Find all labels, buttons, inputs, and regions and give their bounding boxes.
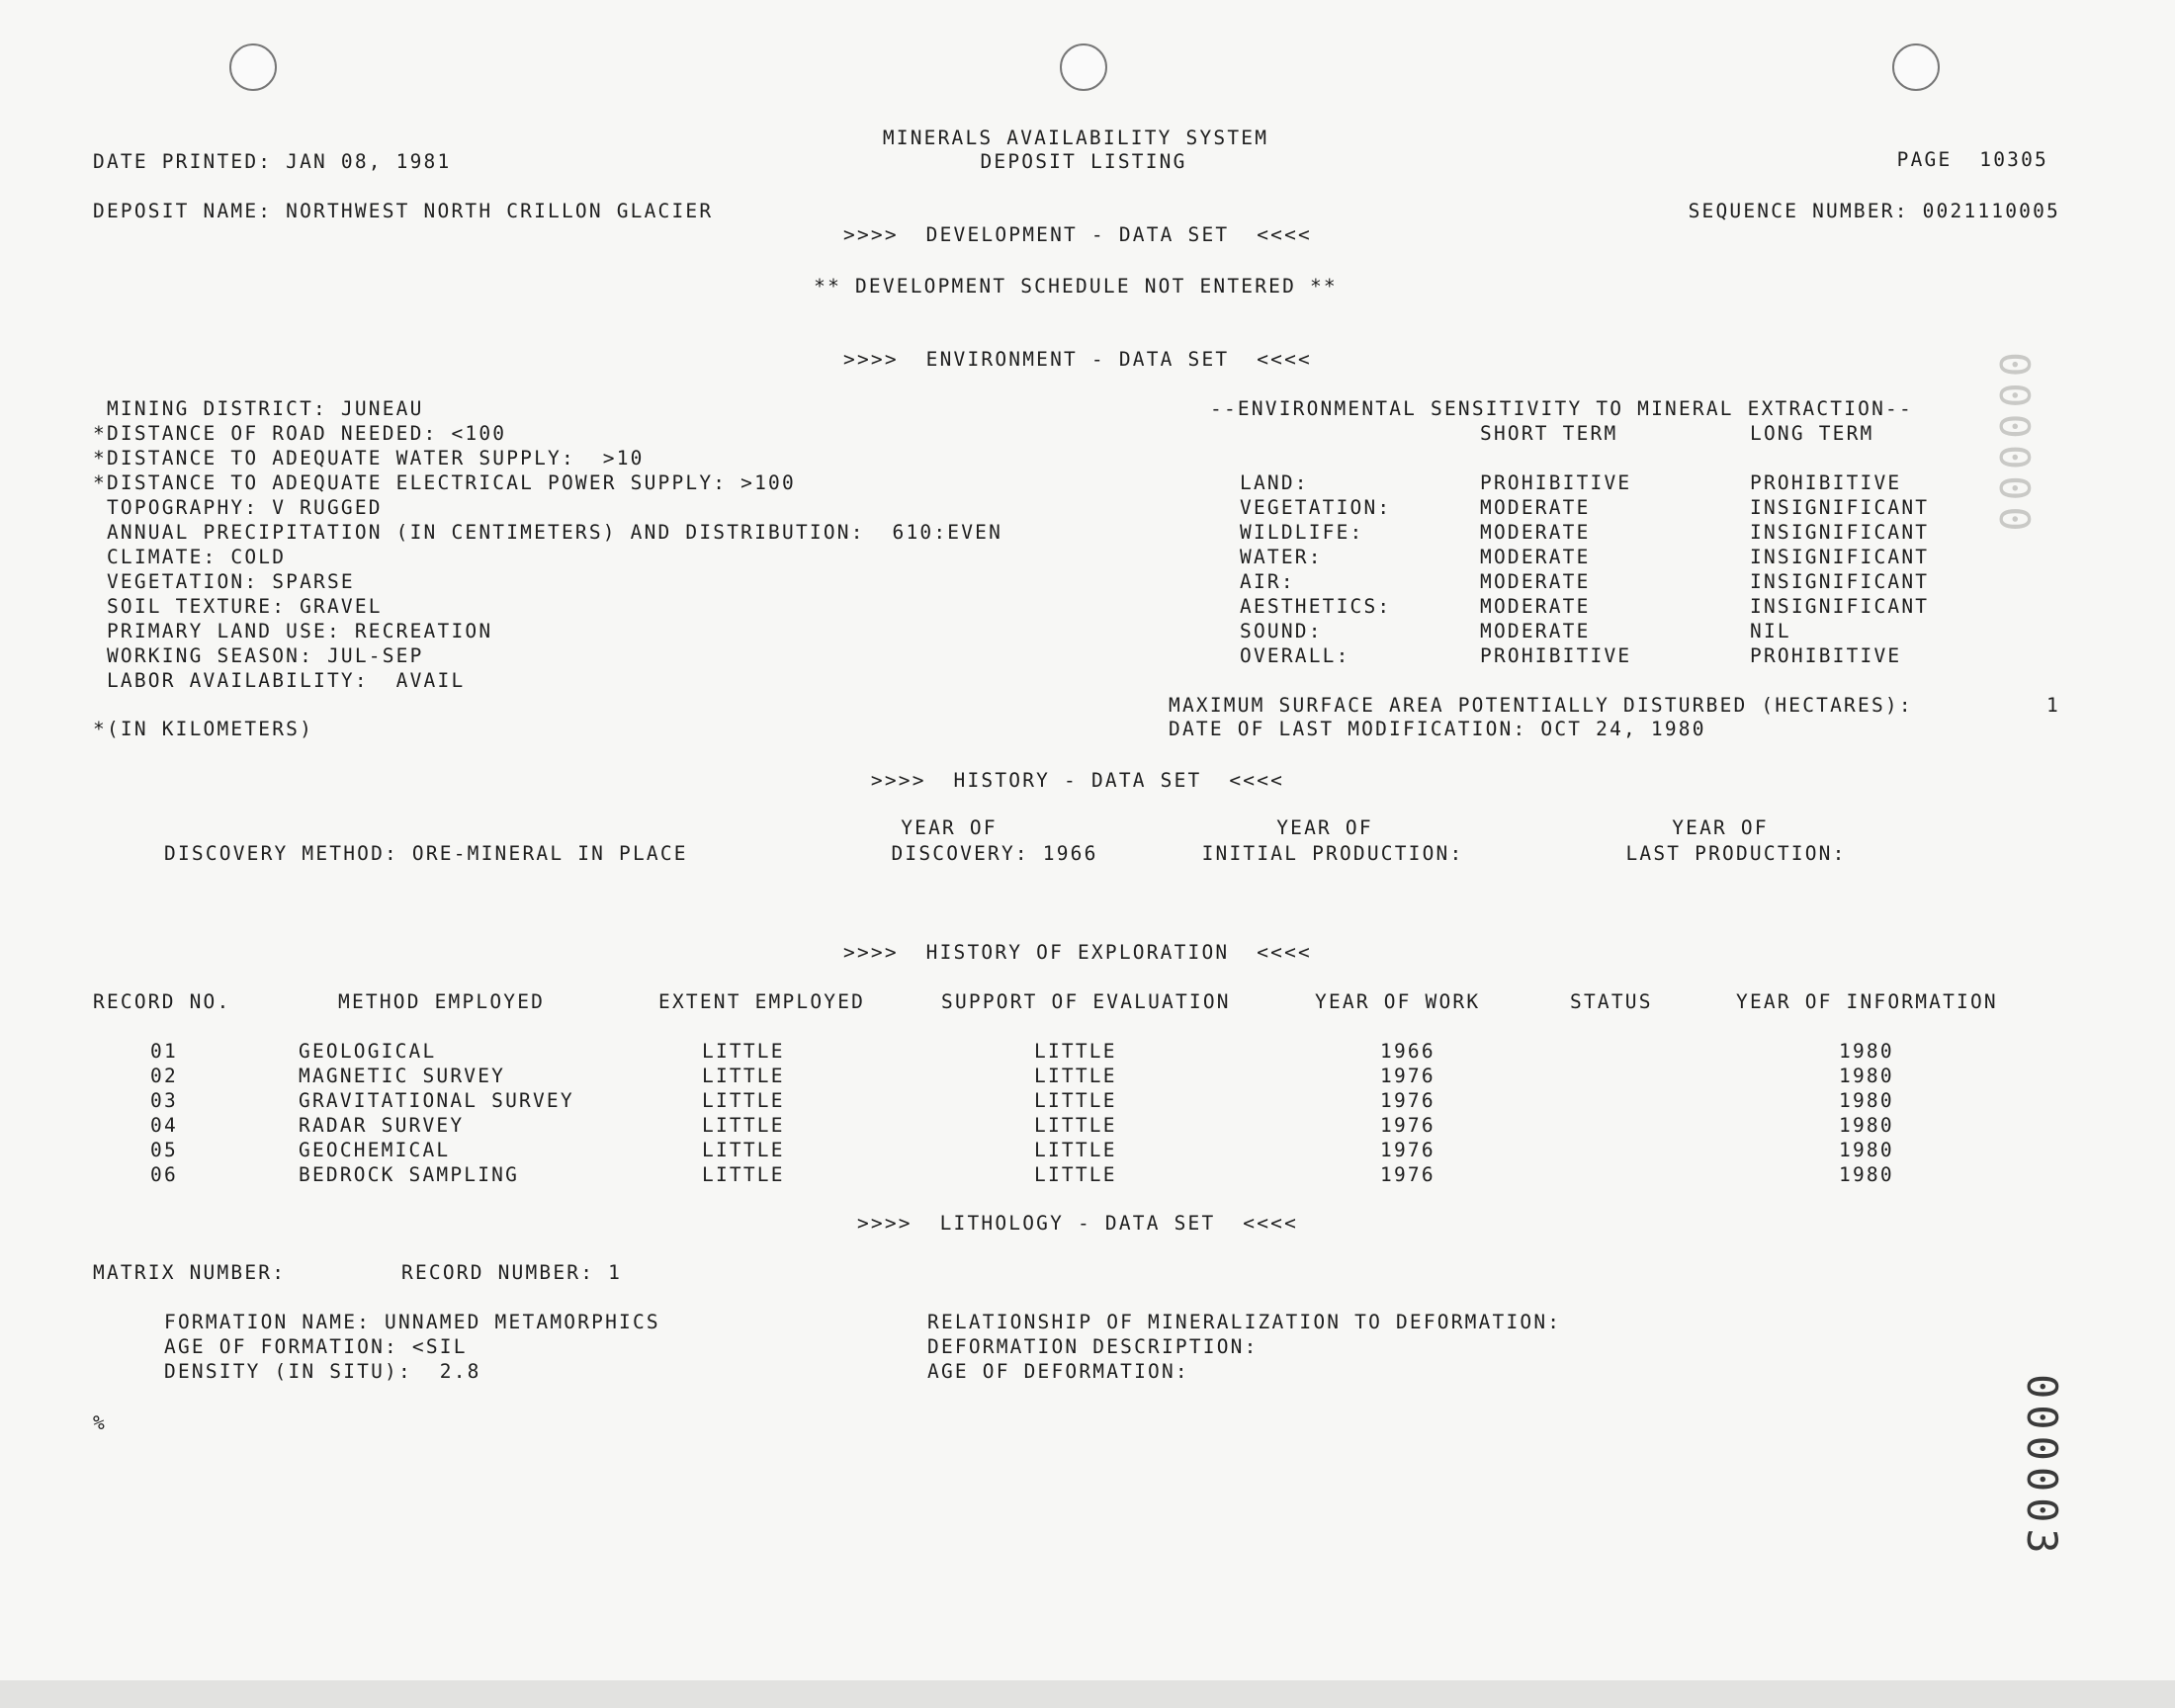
max-surface-area-label: MAXIMUM SURFACE AREA POTENTIALLY DISTURBED (HECTARES): [1169,694,1913,717]
page-number: PAGE 10305 [1896,148,2048,171]
support-cell: LITTLE [1034,1139,1117,1161]
extent-cell: LITTLE [702,1065,785,1087]
road-distance: *DISTANCE OF ROAD NEEDED: <100 [93,422,507,445]
climate: CLIMATE: COLD [93,546,287,568]
footer-mark: % [93,1411,107,1434]
lithology-section-title: >>>> LITHOLOGY - DATA SET <<<< [856,1212,1299,1235]
year-of-work-cell: 1976 [1380,1065,1436,1087]
formation-name: FORMATION NAME: UNNAMED METAMORPHICS [164,1311,660,1333]
method-cell: GEOCHEMICAL [299,1139,451,1161]
exploration-section-title: >>>> HISTORY OF EXPLORATION <<<< [843,941,1312,964]
sensitivity-short-term: MODERATE [1480,570,1591,593]
sensitivity-label: VEGETATION: [1240,496,1392,519]
frame-number-stamp: 000003 [2018,1374,2066,1560]
density: DENSITY (IN SITU): 2.8 [164,1360,481,1383]
column-header-method: METHOD EMPLOYED [338,990,546,1013]
max-surface-area-value: 1 [2046,694,2060,717]
method-cell: GEOLOGICAL [299,1040,437,1063]
column-header-year-of-information: YEAR OF INFORMATION [1736,990,1998,1013]
discovery-method: DISCOVERY METHOD: ORE-MINERAL IN PLACE [164,842,688,865]
kilometers-note: *(IN KILOMETERS) [93,718,314,740]
sensitivity-short-term: PROHIBITIVE [1480,471,1632,494]
record-no-cell: 06 [150,1163,178,1186]
sensitivity-label: WILDLIFE: [1240,521,1364,544]
sensitivity-long-term: NIL [1750,620,1791,642]
power-supply-distance: *DISTANCE TO ADEQUATE ELECTRICAL POWER SUPPLY: >100 [93,471,796,494]
record-number: RECORD NUMBER: 1 [401,1261,623,1284]
sensitivity-label: LAND: [1240,471,1309,494]
support-cell: LITTLE [1034,1114,1117,1137]
labor-availability: LABOR AVAILABILITY: AVAIL [93,669,466,692]
sensitivity-long-term: INSIGNIFICANT [1750,546,1930,568]
sensitivity-label: SOUND: [1240,620,1323,642]
sensitivity-short-term: PROHIBITIVE [1480,644,1632,667]
binder-hole-center [1060,43,1107,91]
record-no-cell: 04 [150,1114,178,1137]
sensitivity-short-term: MODERATE [1480,496,1591,519]
matrix-number: MATRIX NUMBER: [93,1261,287,1284]
development-section-title: >>>> DEVELOPMENT - DATA SET <<<< [843,223,1312,246]
extent-cell: LITTLE [702,1139,785,1161]
age-of-deformation: AGE OF DEFORMATION: [927,1360,1189,1383]
year-of-information-cell: 1980 [1839,1139,1894,1161]
history-section-title: >>>> HISTORY - DATA SET <<<< [870,769,1285,792]
sensitivity-label: OVERALL: [1240,644,1350,667]
column-header-support: SUPPORT OF EVALUATION [941,990,1231,1013]
column-header-record-no: RECORD NO. [93,990,231,1013]
year-of-discovery: DISCOVERY: 1966 [891,842,1098,865]
development-note: ** DEVELOPMENT SCHEDULE NOT ENTERED ** [814,275,1338,298]
record-no-cell: 02 [150,1065,178,1087]
year-of-information-cell: 1980 [1839,1065,1894,1087]
extent-cell: LITTLE [702,1163,785,1186]
sensitivity-short-term: MODERATE [1480,595,1591,618]
method-cell: GRAVITATIONAL SURVEY [299,1089,574,1112]
sequence-number: SEQUENCE NUMBER: 0021110005 [1688,200,2060,222]
extent-cell: LITTLE [702,1114,785,1137]
extent-cell: LITTLE [702,1040,785,1063]
sensitivity-long-term: PROHIBITIVE [1750,644,1902,667]
date-printed: DATE PRINTED: JAN 08, 1981 [93,150,452,173]
deformation-description: DEFORMATION DESCRIPTION: [927,1335,1259,1358]
year-of-information-cell: 1980 [1839,1040,1894,1063]
sensitivity-short-term: MODERATE [1480,546,1591,568]
year-of-discovery-label: YEAR OF [901,816,998,839]
last-modification-date: DATE OF LAST MODIFICATION: OCT 24, 1980 [1169,718,1706,740]
column-header-year-of-work: YEAR OF WORK [1315,990,1481,1013]
year-of-information-cell: 1980 [1839,1089,1894,1112]
sensitivity-label: AESTHETICS: [1240,595,1392,618]
sensitivity-long-term: INSIGNIFICANT [1750,521,1930,544]
deposit-name: DEPOSIT NAME: NORTHWEST NORTH CRILLON GLACIER [93,200,714,222]
sensitivity-long-term: INSIGNIFICANT [1750,570,1930,593]
year-of-work-cell: 1976 [1380,1089,1436,1112]
column-header-status: STATUS [1570,990,1653,1013]
year-of-work-cell: 1976 [1380,1139,1436,1161]
support-cell: LITTLE [1034,1163,1117,1186]
annual-precipitation: ANNUAL PRECIPITATION (IN CENTIMETERS) AND DISTRIBUTION: 610:EVEN [93,521,1003,544]
initial-production-label: YEAR OF [1276,816,1373,839]
sensitivity-title: --ENVIRONMENTAL SENSITIVITY TO MINERAL EXTRACTION-- [1210,397,1913,420]
method-cell: RADAR SURVEY [299,1114,465,1137]
vegetation: VEGETATION: SPARSE [93,570,355,593]
system-title: MINERALS AVAILABILITY SYSTEM [882,127,1269,149]
record-no-cell: 05 [150,1139,178,1161]
water-supply-distance: *DISTANCE TO ADEQUATE WATER SUPPLY: >10 [93,447,645,470]
sensitivity-long-term: INSIGNIFICANT [1750,496,1930,519]
binder-hole-right [1892,43,1940,91]
initial-production: INITIAL PRODUCTION: [1201,842,1464,865]
method-cell: BEDROCK SAMPLING [299,1163,520,1186]
sensitivity-label: AIR: [1240,570,1295,593]
record-no-cell: 03 [150,1089,178,1112]
year-of-information-cell: 1980 [1839,1163,1894,1186]
long-term-header: LONG TERM [1750,422,1874,445]
column-header-extent: EXTENT EMPLOYED [658,990,866,1013]
sensitivity-short-term: MODERATE [1480,620,1591,642]
primary-land-use: PRIMARY LAND USE: RECREATION [93,620,493,642]
age-of-formation: AGE OF FORMATION: <SIL [164,1335,468,1358]
environment-section-title: >>>> ENVIRONMENT - DATA SET <<<< [843,348,1312,371]
faint-frame-number-stamp: 000000 [1990,352,2039,538]
working-season: WORKING SEASON: JUL-SEP [93,644,424,667]
extent-cell: LITTLE [702,1089,785,1112]
year-of-information-cell: 1980 [1839,1114,1894,1137]
short-term-header: SHORT TERM [1480,422,1618,445]
mining-district: MINING DISTRICT: JUNEAU [93,397,424,420]
mineralization-relationship: RELATIONSHIP OF MINERALIZATION TO DEFORMATION: [927,1311,1562,1333]
support-cell: LITTLE [1034,1065,1117,1087]
support-cell: LITTLE [1034,1040,1117,1063]
sensitivity-long-term: PROHIBITIVE [1750,471,1902,494]
year-of-work-cell: 1976 [1380,1114,1436,1137]
soil-texture: SOIL TEXTURE: GRAVEL [93,595,383,618]
sensitivity-label: WATER: [1240,546,1323,568]
scanner-edge [0,1680,2175,1708]
record-no-cell: 01 [150,1040,178,1063]
last-production: LAST PRODUCTION: [1625,842,1847,865]
last-production-label: YEAR OF [1672,816,1769,839]
topography: TOPOGRAPHY: V RUGGED [93,496,383,519]
sensitivity-short-term: MODERATE [1480,521,1591,544]
year-of-work-cell: 1976 [1380,1163,1436,1186]
sensitivity-long-term: INSIGNIFICANT [1750,595,1930,618]
listing-title: DEPOSIT LISTING [980,150,1187,173]
method-cell: MAGNETIC SURVEY [299,1065,506,1087]
binder-hole-left [229,43,277,91]
support-cell: LITTLE [1034,1089,1117,1112]
year-of-work-cell: 1966 [1380,1040,1436,1063]
